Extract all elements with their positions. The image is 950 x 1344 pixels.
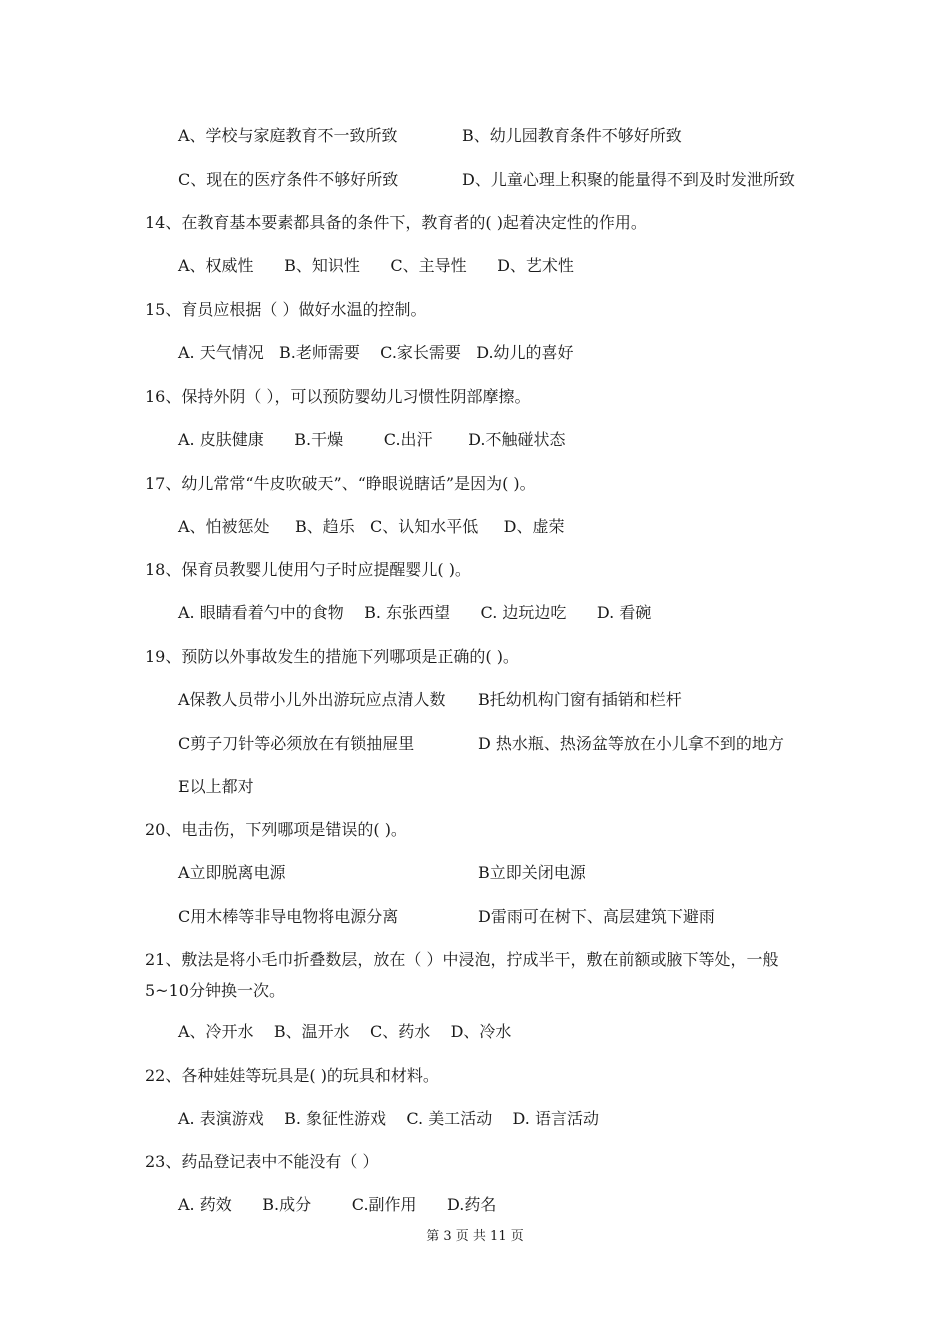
q19-option-d: D 热水瓶、热汤盆等放在小儿拿不到的地方 <box>478 734 784 753</box>
question-15-options: A. 天气情况 B.老师需要 C.家长需要 D.幼儿的喜好 <box>178 343 574 362</box>
q19-option-c: C剪子刀针等必须放在有锁抽屉里 <box>178 734 415 753</box>
question-17: 17、幼儿常常“牛皮吹破天”、“睁眼说瞎话”是因为( )。 <box>145 474 536 493</box>
question-23: 23、药品登记表中不能没有（ ） <box>145 1152 379 1171</box>
question-18: 18、保育员教婴儿使用勺子时应提醒婴儿( )。 <box>145 560 471 579</box>
q20-option-b: B立即关闭电源 <box>478 863 586 882</box>
question-17-options: A、怕被惩处 B、趋乐 C、认知水平低 D、虚荣 <box>178 517 565 536</box>
question-20: 20、电击伤，下列哪项是错误的( )。 <box>145 820 407 839</box>
q19-option-a: A保教人员带小儿外出游玩应点清人数 <box>178 690 446 709</box>
q13-option-b: B、幼儿园教育条件不够好所致 <box>462 126 682 145</box>
question-16: 16、保持外阴（ ），可以预防婴幼儿习惯性阴部摩擦。 <box>145 387 531 406</box>
q13-option-d: D、儿童心理上积聚的能量得不到及时发泄所致 <box>462 170 795 189</box>
q13-option-c: C、现在的医疗条件不够好所致 <box>178 170 399 189</box>
question-22-options: A. 表演游戏 B. 象征性游戏 C. 美工活动 D. 语言活动 <box>178 1109 599 1128</box>
question-18-options: A. 眼睛看着勺中的食物 B. 东张西望 C. 边玩边吃 D. 看碗 <box>178 603 652 622</box>
question-19: 19、预防以外事故发生的措施下列哪项是正确的( )。 <box>145 647 519 666</box>
question-23-options: A. 药效 B.成分 C.副作用 D.药名 <box>178 1195 497 1214</box>
question-21-options: A、冷开水 B、温开水 C、药水 D、冷水 <box>178 1022 512 1041</box>
question-22: 22、各种娃娃等玩具是( )的玩具和材料。 <box>145 1066 439 1085</box>
q20-option-c: C用木棒等非导电物将电源分离 <box>178 907 399 926</box>
q13-option-a: A、学校与家庭教育不一致所致 <box>178 126 398 145</box>
question-21: 21、敷法是将小毛巾折叠数层，放在（ ）中浸泡，拧成半干，敷在前额或腋下等处，一般5~10分钟换一次。 <box>145 950 779 1000</box>
q20-option-d: D雷雨可在树下、高层建筑下避雨 <box>478 907 715 926</box>
question-14: 14、在教育基本要素都具备的条件下，教育者的( )起着决定性的作用。 <box>145 213 647 232</box>
question-16-options: A. 皮肤健康 B.干燥 C.出汗 D.不触碰状态 <box>178 430 566 449</box>
page-number: 第 3 页 共 11 页 <box>426 1229 524 1244</box>
q20-option-a: A立即脱离电源 <box>178 863 286 882</box>
question-14-options: A、权威性 B、知识性 C、主导性 D、艺术性 <box>178 256 574 275</box>
question-15: 15、育员应根据（ ）做好水温的控制。 <box>145 300 427 319</box>
q19-option-b: B托幼机构门窗有插销和栏杆 <box>478 690 682 709</box>
q19-option-e: E以上都对 <box>178 777 254 796</box>
